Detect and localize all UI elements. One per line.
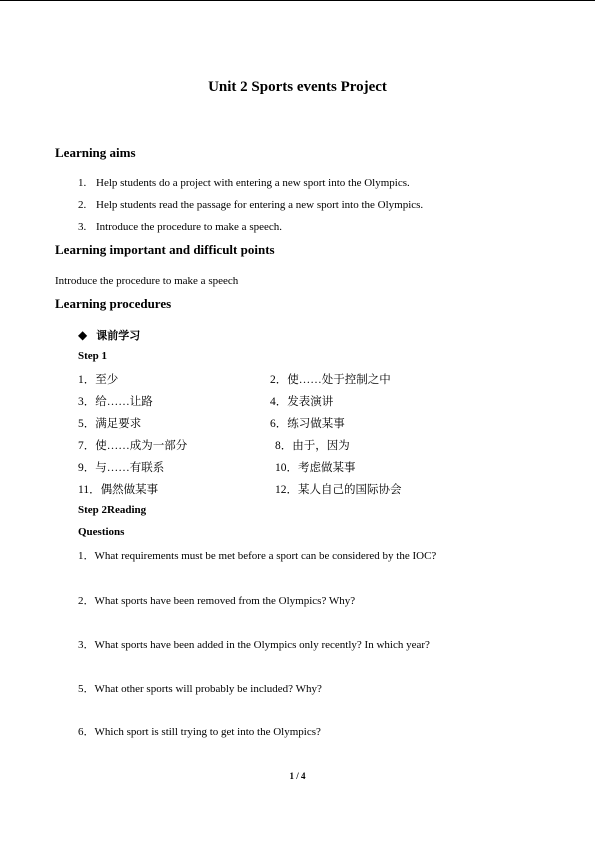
vocab-item: 6．练习做某事	[270, 418, 345, 430]
key-points-heading: Learning important and difficult points	[55, 242, 275, 257]
question-number: 1．	[78, 550, 95, 562]
question-item	[78, 592, 355, 608]
questions-label: Questions	[78, 526, 125, 538]
learning-aims-heading: Learning aims	[55, 145, 136, 160]
aim-item	[0, 177, 595, 191]
page-title: Unit 2 Sports events Project	[208, 79, 387, 95]
aim-text: Help students read the passage for entering a new sport into the Olympics.	[96, 199, 424, 211]
question-number: 6．	[78, 726, 95, 738]
pre-class-bullet	[78, 327, 140, 343]
vocab-item: 7．使……成为一部分	[78, 440, 188, 452]
question-item	[78, 723, 321, 739]
vocab-item: 8．由于，因为	[275, 440, 350, 452]
question-item	[78, 636, 430, 652]
question-number: 2．	[78, 595, 95, 607]
aim-text: Introduce the procedure to make a speech.	[96, 221, 282, 233]
vocab-item: 2．使……处于控制之中	[270, 374, 391, 386]
vocab-item: 9．与……有联系	[78, 462, 165, 474]
vocab-item: 3．给……让路	[78, 396, 153, 408]
step2-label: Step 2Reading	[78, 504, 147, 516]
aim-number: 2.	[78, 199, 87, 211]
aim-text: Help students do a project with entering a new sport into the Olympics.	[96, 177, 410, 189]
aim-number: 3.	[78, 221, 87, 233]
page-number: 1 / 4	[289, 771, 306, 781]
diamond-bullet-icon: ◆	[78, 328, 88, 342]
step1-label: Step 1	[78, 350, 108, 362]
vocab-item: 10．考虑做某事	[275, 462, 356, 474]
question-item	[78, 547, 436, 563]
question-text: What sports have been removed from the Olympics? Why?	[94, 595, 356, 607]
vocab-item: 1．至少	[78, 374, 119, 386]
pre-class-label: 课前学习	[96, 329, 141, 342]
vocab-item: 5．满足要求	[78, 418, 142, 430]
key-points-text: Introduce the procedure to make a speech	[55, 275, 239, 287]
question-number: 5．	[78, 683, 95, 695]
question-text: What sports have been added in the Olympics only recently? In which year?	[94, 639, 430, 651]
aim-item	[0, 221, 595, 235]
vocab-item: 12．某人自己的国际协会	[275, 484, 402, 496]
procedures-heading: Learning procedures	[55, 296, 172, 311]
aim-item	[0, 199, 595, 213]
vocab-item: 11．偶然做某事	[78, 484, 159, 496]
vocab-item: 4．发表演讲	[270, 396, 334, 408]
question-text: What requirements must be met before a sport can be considered by the IOC?	[94, 550, 437, 562]
question-item	[78, 680, 322, 696]
question-text: Which sport is still trying to get into the Olympics?	[94, 726, 321, 738]
question-text: What other sports will probably be included? Why?	[94, 683, 322, 695]
question-number: 3．	[78, 639, 95, 651]
header-rule	[0, 0, 595, 1]
aim-number: 1.	[78, 177, 87, 189]
